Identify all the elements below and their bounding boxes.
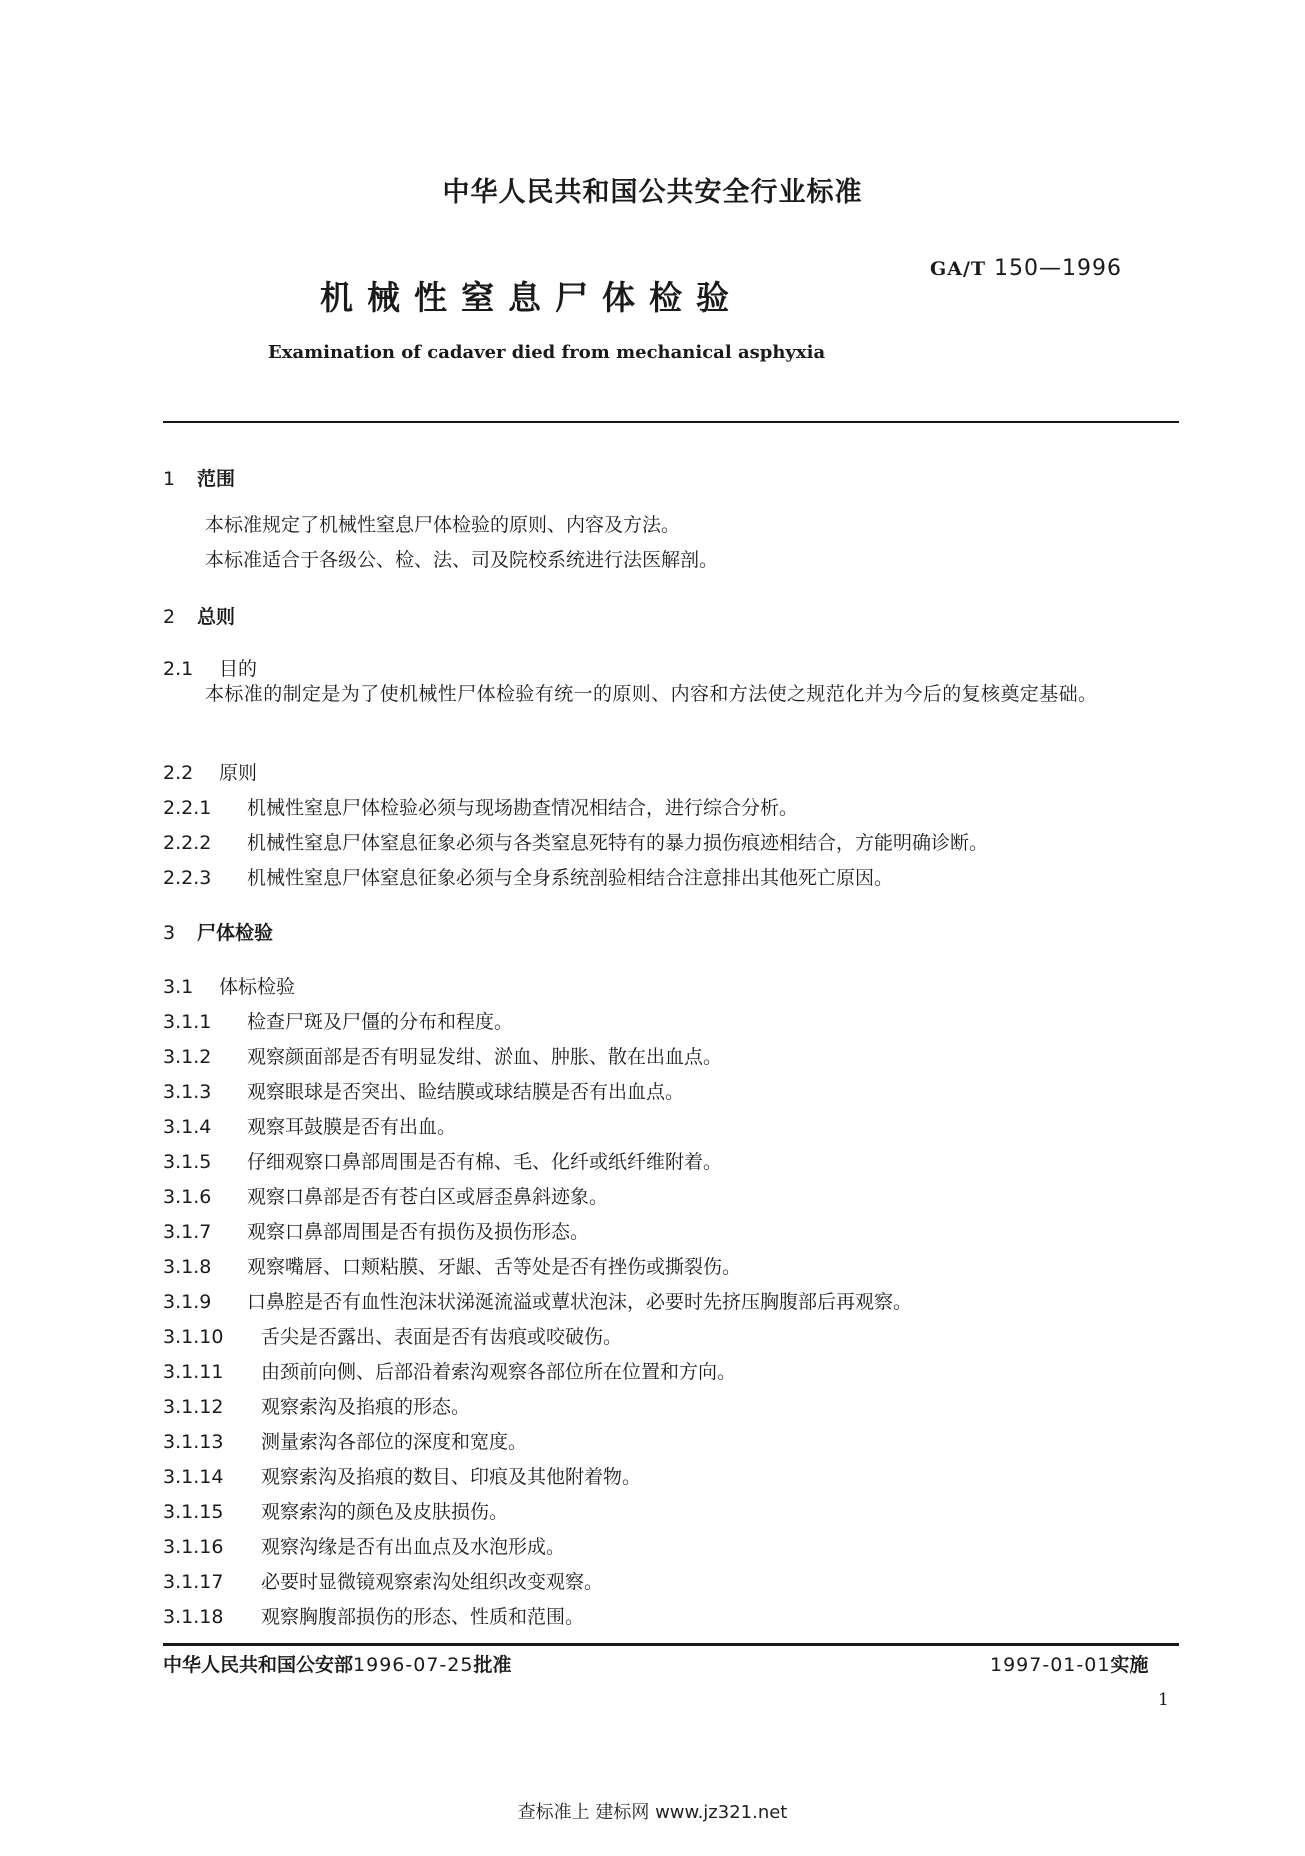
item-number: 3.1.14 [163, 1466, 224, 1488]
subsection-2-2-number: 2.2 [163, 762, 194, 784]
effective-line [990, 1650, 1148, 1677]
item-number: 3.1.8 [163, 1256, 212, 1278]
document-title: 机械性窒息尸体检验 [320, 278, 743, 317]
section-3-number: 3 [163, 922, 176, 944]
item-number: 3.1.15 [163, 1501, 224, 1523]
section-1-heading [163, 464, 235, 491]
list-item [163, 1392, 470, 1419]
item-text: 观察沟缘是否有出血点及水泡形成。 [261, 1536, 566, 1558]
item-text: 由颈前向侧、后部沿着索沟观察各部位所在位置和方向。 [261, 1361, 737, 1383]
item-number: 3.1.18 [163, 1606, 224, 1628]
item-text: 仔细观察口鼻部周围是否有棉、毛、化纤或纸纤维附着。 [247, 1151, 723, 1173]
subsection-2-2 [163, 758, 257, 785]
item-text: 观察口鼻部周围是否有损伤及损伤形态。 [247, 1221, 590, 1243]
list-item [163, 863, 893, 890]
list-item [163, 1077, 684, 1104]
list-item [163, 1217, 589, 1244]
item-text: 观察颜面部是否有明显发绀、淤血、肿胀、散在出血点。 [247, 1046, 723, 1068]
subsection-2-1-text: 本标准的制定是为了使机械性尸体检验有统一的原则、内容和方法使之规范化并为今后的复核奠定基础。 [205, 683, 1098, 705]
section-3-title: 尸体检验 [197, 922, 274, 944]
item-number: 3.1.11 [163, 1361, 224, 1383]
item-text: 观察耳鼓膜是否有出血。 [247, 1116, 457, 1138]
item-text: 必要时显微镜观察索沟处组织改变观察。 [261, 1571, 604, 1593]
watermark-text: 查标准上 建标网 www.jz321.net [517, 1802, 788, 1823]
item-number: 3.1.9 [163, 1291, 212, 1313]
list-item [163, 1007, 513, 1034]
list-item [163, 828, 988, 855]
item-text: 观察嘴唇、口颊粘膜、牙龈、舌等处是否有挫伤或撕裂伤。 [247, 1256, 742, 1278]
section-1-number: 1 [163, 468, 176, 490]
item-text: 机械性窒息尸体窒息征象必须与全身系统剖验相结合注意排出其他死亡原因。 [247, 867, 894, 889]
approval-suffix: 批准 [473, 1654, 512, 1676]
organization-title: 中华人民共和国公共安全行业标准 [442, 177, 863, 208]
item-number: 3.1.16 [163, 1536, 224, 1558]
subsection-3-1 [163, 972, 295, 999]
item-number: 3.1.6 [163, 1186, 212, 1208]
item-text: 机械性窒息尸体窒息征象必须与各类窒息死特有的暴力损伤痕迹相结合，方能明确诊断。 [247, 832, 989, 854]
list-item [163, 1567, 603, 1594]
section-2-heading [163, 602, 235, 629]
list-item [163, 1182, 608, 1209]
list-item [163, 1042, 722, 1069]
list-item [163, 1427, 527, 1454]
list-item [163, 1252, 741, 1279]
item-number: 3.1.2 [163, 1046, 212, 1068]
page-number: 1 [1158, 1690, 1169, 1710]
effective-date: 1997-01-01 [990, 1654, 1111, 1676]
item-text: 检查尸斑及尸僵的分布和程度。 [247, 1011, 514, 1033]
subsection-3-1-number: 3.1 [163, 976, 194, 998]
item-number: 3.1.17 [163, 1571, 224, 1593]
item-number: 3.1.4 [163, 1116, 212, 1138]
approval-org: 中华人民共和国公安部 [163, 1654, 354, 1676]
section-2-title: 总则 [197, 606, 236, 628]
item-number: 2.2.3 [163, 867, 212, 889]
effective-suffix: 实施 [1110, 1654, 1149, 1676]
item-number: 2.2.2 [163, 832, 212, 854]
subsection-2-1-title: 目的 [219, 658, 258, 680]
subsection-2-1-number: 2.1 [163, 658, 194, 680]
item-text: 观察眼球是否突出、睑结膜或球结膜是否有出血点。 [247, 1081, 685, 1103]
item-text: 观察索沟及掐痕的形态。 [261, 1396, 471, 1418]
section-2-number: 2 [163, 606, 176, 628]
list-item [163, 1602, 584, 1629]
item-text: 观察口鼻部是否有苍白区或唇歪鼻斜迹象。 [247, 1186, 609, 1208]
item-text: 机械性窒息尸体检验必须与现场勘查情况相结合，进行综合分析。 [247, 797, 799, 819]
list-item [163, 1112, 456, 1139]
item-number: 3.1.5 [163, 1151, 212, 1173]
item-number: 3.1.10 [163, 1326, 224, 1348]
item-text: 观察索沟及掐痕的数目、印痕及其他附着物。 [261, 1466, 642, 1488]
approval-date: 1996-07-25 [353, 1654, 474, 1676]
section-1-title: 范围 [197, 468, 236, 490]
section-3-heading [163, 918, 273, 945]
standard-code [930, 256, 1122, 281]
standard-prefix: GA/T [930, 258, 987, 280]
section-1-paragraph-1: 本标准规定了机械性窒息尸体检验的原则、内容及方法。 [205, 514, 681, 536]
standard-number: 150—1996 [994, 256, 1123, 281]
list-item [163, 1532, 565, 1559]
item-text: 观察索沟的颜色及皮肤损伤。 [261, 1501, 509, 1523]
item-number: 3.1.3 [163, 1081, 212, 1103]
english-title: Examination of cadaver died from mechanical asphyxia [268, 342, 826, 363]
item-number: 3.1.7 [163, 1221, 212, 1243]
item-number: 2.2.1 [163, 797, 212, 819]
list-item [163, 793, 798, 820]
item-text: 测量索沟各部位的深度和宽度。 [261, 1431, 528, 1453]
list-item [163, 1357, 736, 1384]
list-item [163, 1287, 912, 1314]
section-1-paragraph-2: 本标准适合于各级公、检、法、司及院校系统进行法医解剖。 [205, 549, 719, 571]
item-number: 3.1.13 [163, 1431, 224, 1453]
item-number: 3.1.12 [163, 1396, 224, 1418]
subsection-2-2-title: 原则 [219, 762, 258, 784]
list-item [163, 1462, 641, 1489]
item-number: 3.1.1 [163, 1011, 212, 1033]
footer-divider [163, 1643, 1179, 1646]
list-item [163, 1147, 722, 1174]
approval-line [163, 1650, 511, 1677]
subsection-3-1-title: 体标检验 [219, 976, 296, 998]
item-text: 舌尖是否露出、表面是否有齿痕或咬破伤。 [261, 1326, 623, 1348]
list-item [163, 1497, 508, 1524]
list-item [163, 1322, 622, 1349]
item-text: 观察胸腹部损伤的形态、性质和范围。 [261, 1606, 585, 1628]
header-divider [163, 421, 1179, 423]
item-text: 口鼻腔是否有血性泡沫状涕涎流溢或蕈状泡沫，必要时先挤压胸腹部后再观察。 [247, 1291, 913, 1313]
